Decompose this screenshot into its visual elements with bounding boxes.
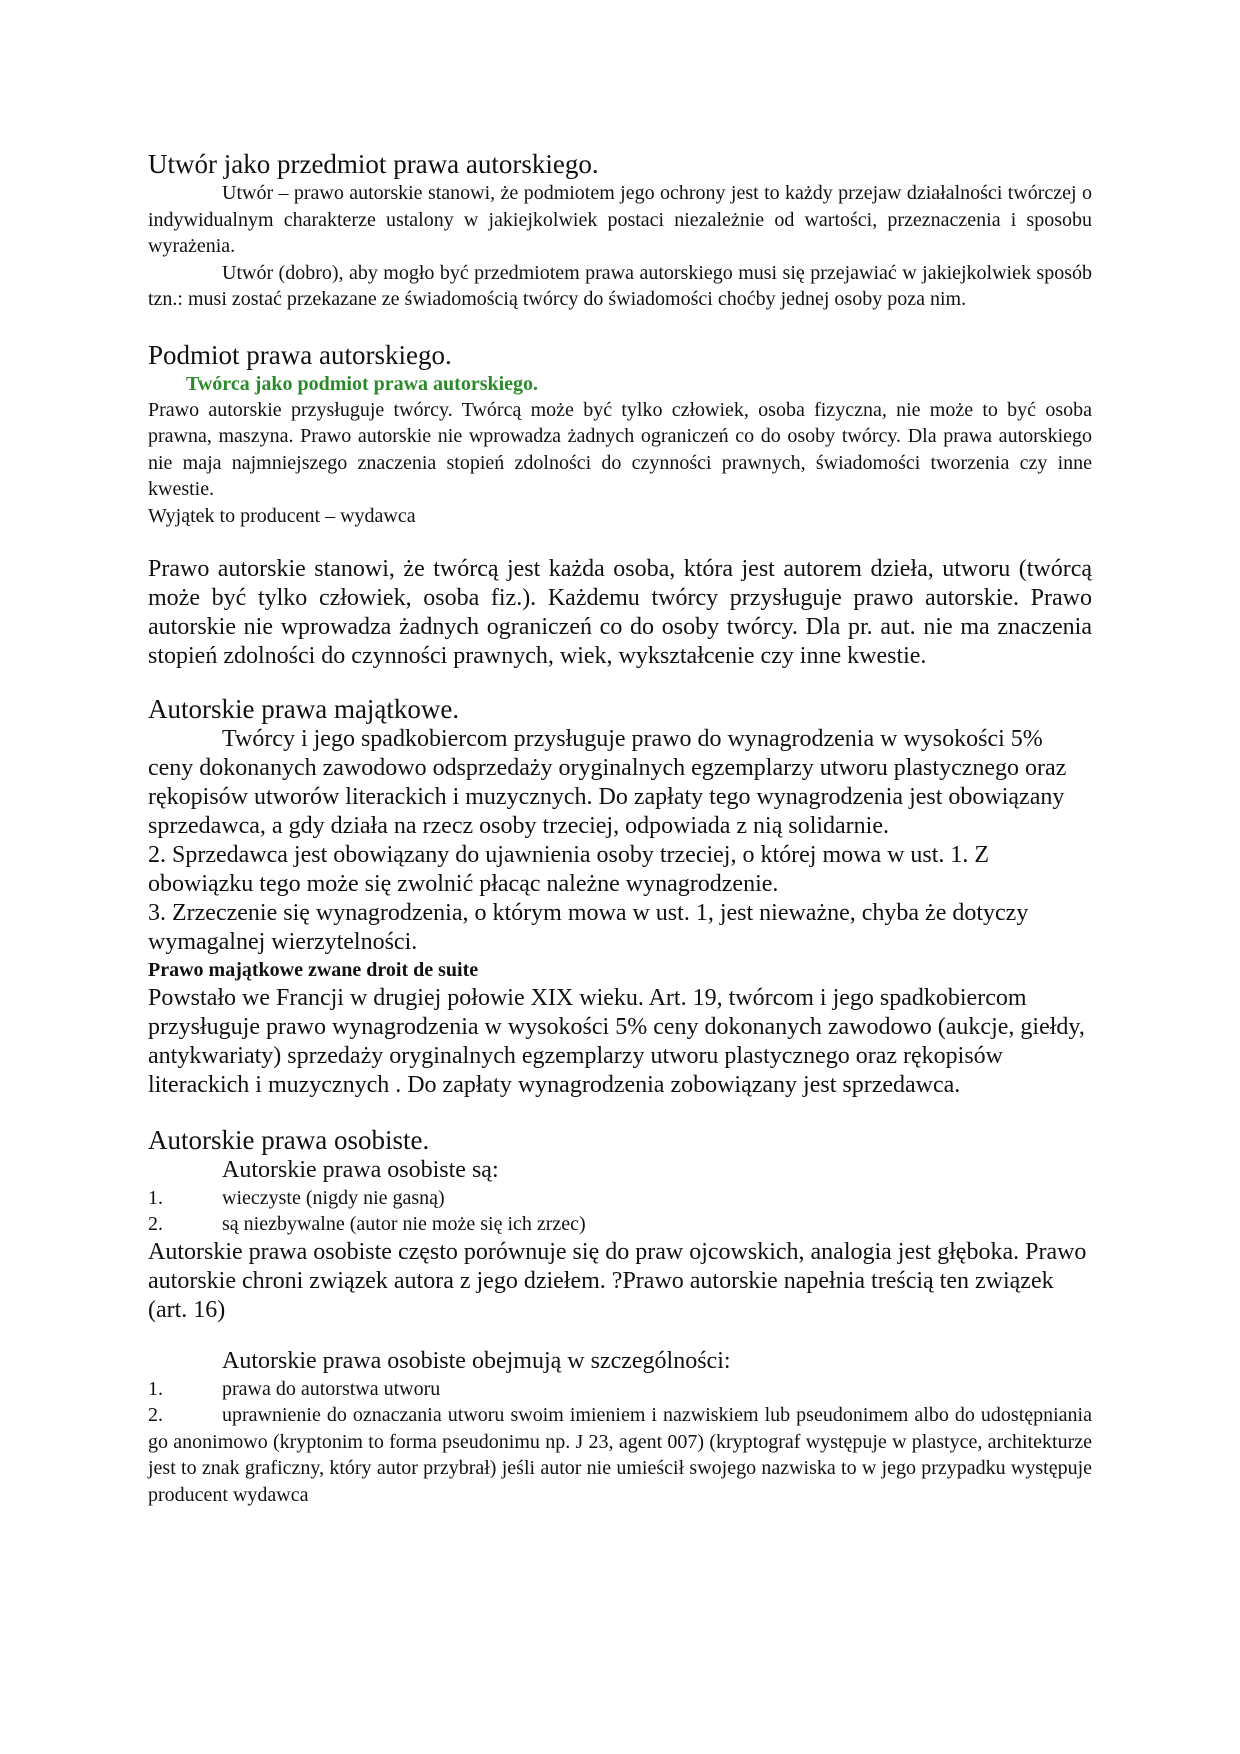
paragraph: Autorskie prawa osobiste obejmują w szczególności: (222, 1347, 731, 1374)
paragraph: Prawo autorskie przysługuje twórcy. Twórcą może być tylko człowiek, osoba fizyczna, nie może to być osoba prawna, maszyna. Prawo autorskie nie wprowadza żadnych ograniczeń co do osoby twórcy. Dla prawa autorskiego nie maja najmniejszego znaczenia stopień zdolności do czynności prawnych, świadomości tworzenia czy inne kwestie. (148, 398, 1092, 500)
paragraph: Wyjątek to producent – wydawca (148, 504, 416, 527)
paragraph: Autorskie prawa osobiste są: (222, 1156, 499, 1183)
section-heading-utwor: Utwór jako przedmiot prawa autorskiego. (148, 149, 599, 179)
list-text: uprawnienie do oznaczania utworu swoim imieniem i nazwiskiem lub pseudonimem albo do udostępniania go anonimowo (kryptonim to forma pseudonimu np. J 23, agent 007) (kryptograf występuje w plastyce, architekturze jest to znak graficzny, który autor przybrał) jeśli autor nie umieścił swojego nazwiska to w jego przypadku występuje producent wydawca (148, 1404, 1092, 1506)
list-text: są niezbywalne (autor nie może się ich zrzec) (222, 1213, 586, 1235)
paragraph: Utwór (dobro), aby mogło być przedmiotem prawa autorskiego musi się przejawiać w jakiejkolwiek sposób tzn.: musi zostać przekazane ze świadomością twórcy do świadomości choćby jednej osoby poza nim. (148, 261, 1092, 310)
list-number: 1. (148, 1377, 163, 1400)
bold-heading-droit-de-suite: Prawo majątkowe zwane droit de suite (148, 959, 479, 981)
paragraph: Autorskie prawa osobiste często porównuje się do praw ojcowskich, analogia jest głęboka. Prawo autorskie chroni związek autora z jego dziełem. ?Prawo autorskie napełnia treścią ten związek (art. 16) (148, 1238, 1087, 1323)
list-number: 1. (148, 1186, 163, 1209)
paragraph: Prawo autorskie stanowi, że twórcą jest każda osoba, która jest autorem dzieła, utworu (twórcą może być tylko człowiek, osoba fiz.). Każdemu twórcy przysługuje prawo autorskie. Prawo autorskie nie wprowadza żadnych ograniczeń co do osoby twórcy. Dla pr. aut. nie ma znaczenia stopień zdolności do czynności prawnych, wiek, wykształcenie czy inne kwestie. (148, 556, 1092, 669)
list-number: 2. (148, 1404, 163, 1426)
paragraph: Powstało we Francji w drugiej połowie XIX wieku. Art. 19, twórcom i jego spadkobiercom przysługuje prawo wynagrodzenia w wysokości 5% ceny dokonanych zawodowo (aukcje, giełdy, antykwariaty) sprzedaży oryginalnych egzemplarzy utworu plastycznego oraz rękopisów literackich i muzycznych . Do zapłaty wynagrodzenia zobowiązany jest sprzedawca. (148, 984, 1085, 1098)
list-item (148, 1402, 1092, 1508)
list-number: 2. (148, 1213, 163, 1235)
paragraph: 2. Sprzedawca jest obowiązany do ujawnienia osoby trzeciej, o której mowa w ust. 1. Z obowiązku tego może się zwolnić płacąc należne wynagrodzenie. (148, 842, 990, 897)
paragraph: 3. Zrzeczenie się wynagrodzenia, o którym mowa w ust. 1, jest nieważne, chyba że dotyczy wymagalnej wierzytelności. (148, 900, 1029, 955)
list-item (148, 1376, 1092, 1403)
section-heading-podmiot: Podmiot prawa autorskiego. (148, 339, 452, 370)
list-text: prawa do autorstwa utworu (222, 1377, 441, 1400)
section-heading-osobiste: Autorskie prawa osobiste. (148, 1124, 430, 1155)
paragraph: Utwór – prawo autorskie stanowi, że podmiotem jego ochrony jest to każdy przejaw działalności twórczej o indywidualnym charakterze ustalony w jakiejkolwiek postaci niezależnie od wartości, przeznaczenia i sposobu wyrażenia. (148, 182, 1092, 257)
list-item (148, 1211, 1092, 1238)
document-page (148, 148, 1092, 1508)
subheading-tworca: Twórca jako podmiot prawa autorskiego. (186, 372, 539, 395)
list-text: wieczyste (nigdy nie gasną) (222, 1186, 445, 1209)
section-heading-majatkowe: Autorskie prawa majątkowe. (148, 694, 460, 724)
paragraph: Twórcy i jego spadkobiercom przysługuje prawo do wynagrodzenia w wysokości 5% ceny dokonanych zawodowo odsprzedaży oryginalnych egzemplarzy utworu plastycznego oraz rękopisów utworów literackich i muzycznych. Do zapłaty tego wynagrodzenia jest obowiązany sprzedawca, a gdy działa na rzecz osoby trzeciej, odpowiada z nią solidarnie. (148, 726, 1067, 839)
list-item (148, 1185, 1092, 1212)
